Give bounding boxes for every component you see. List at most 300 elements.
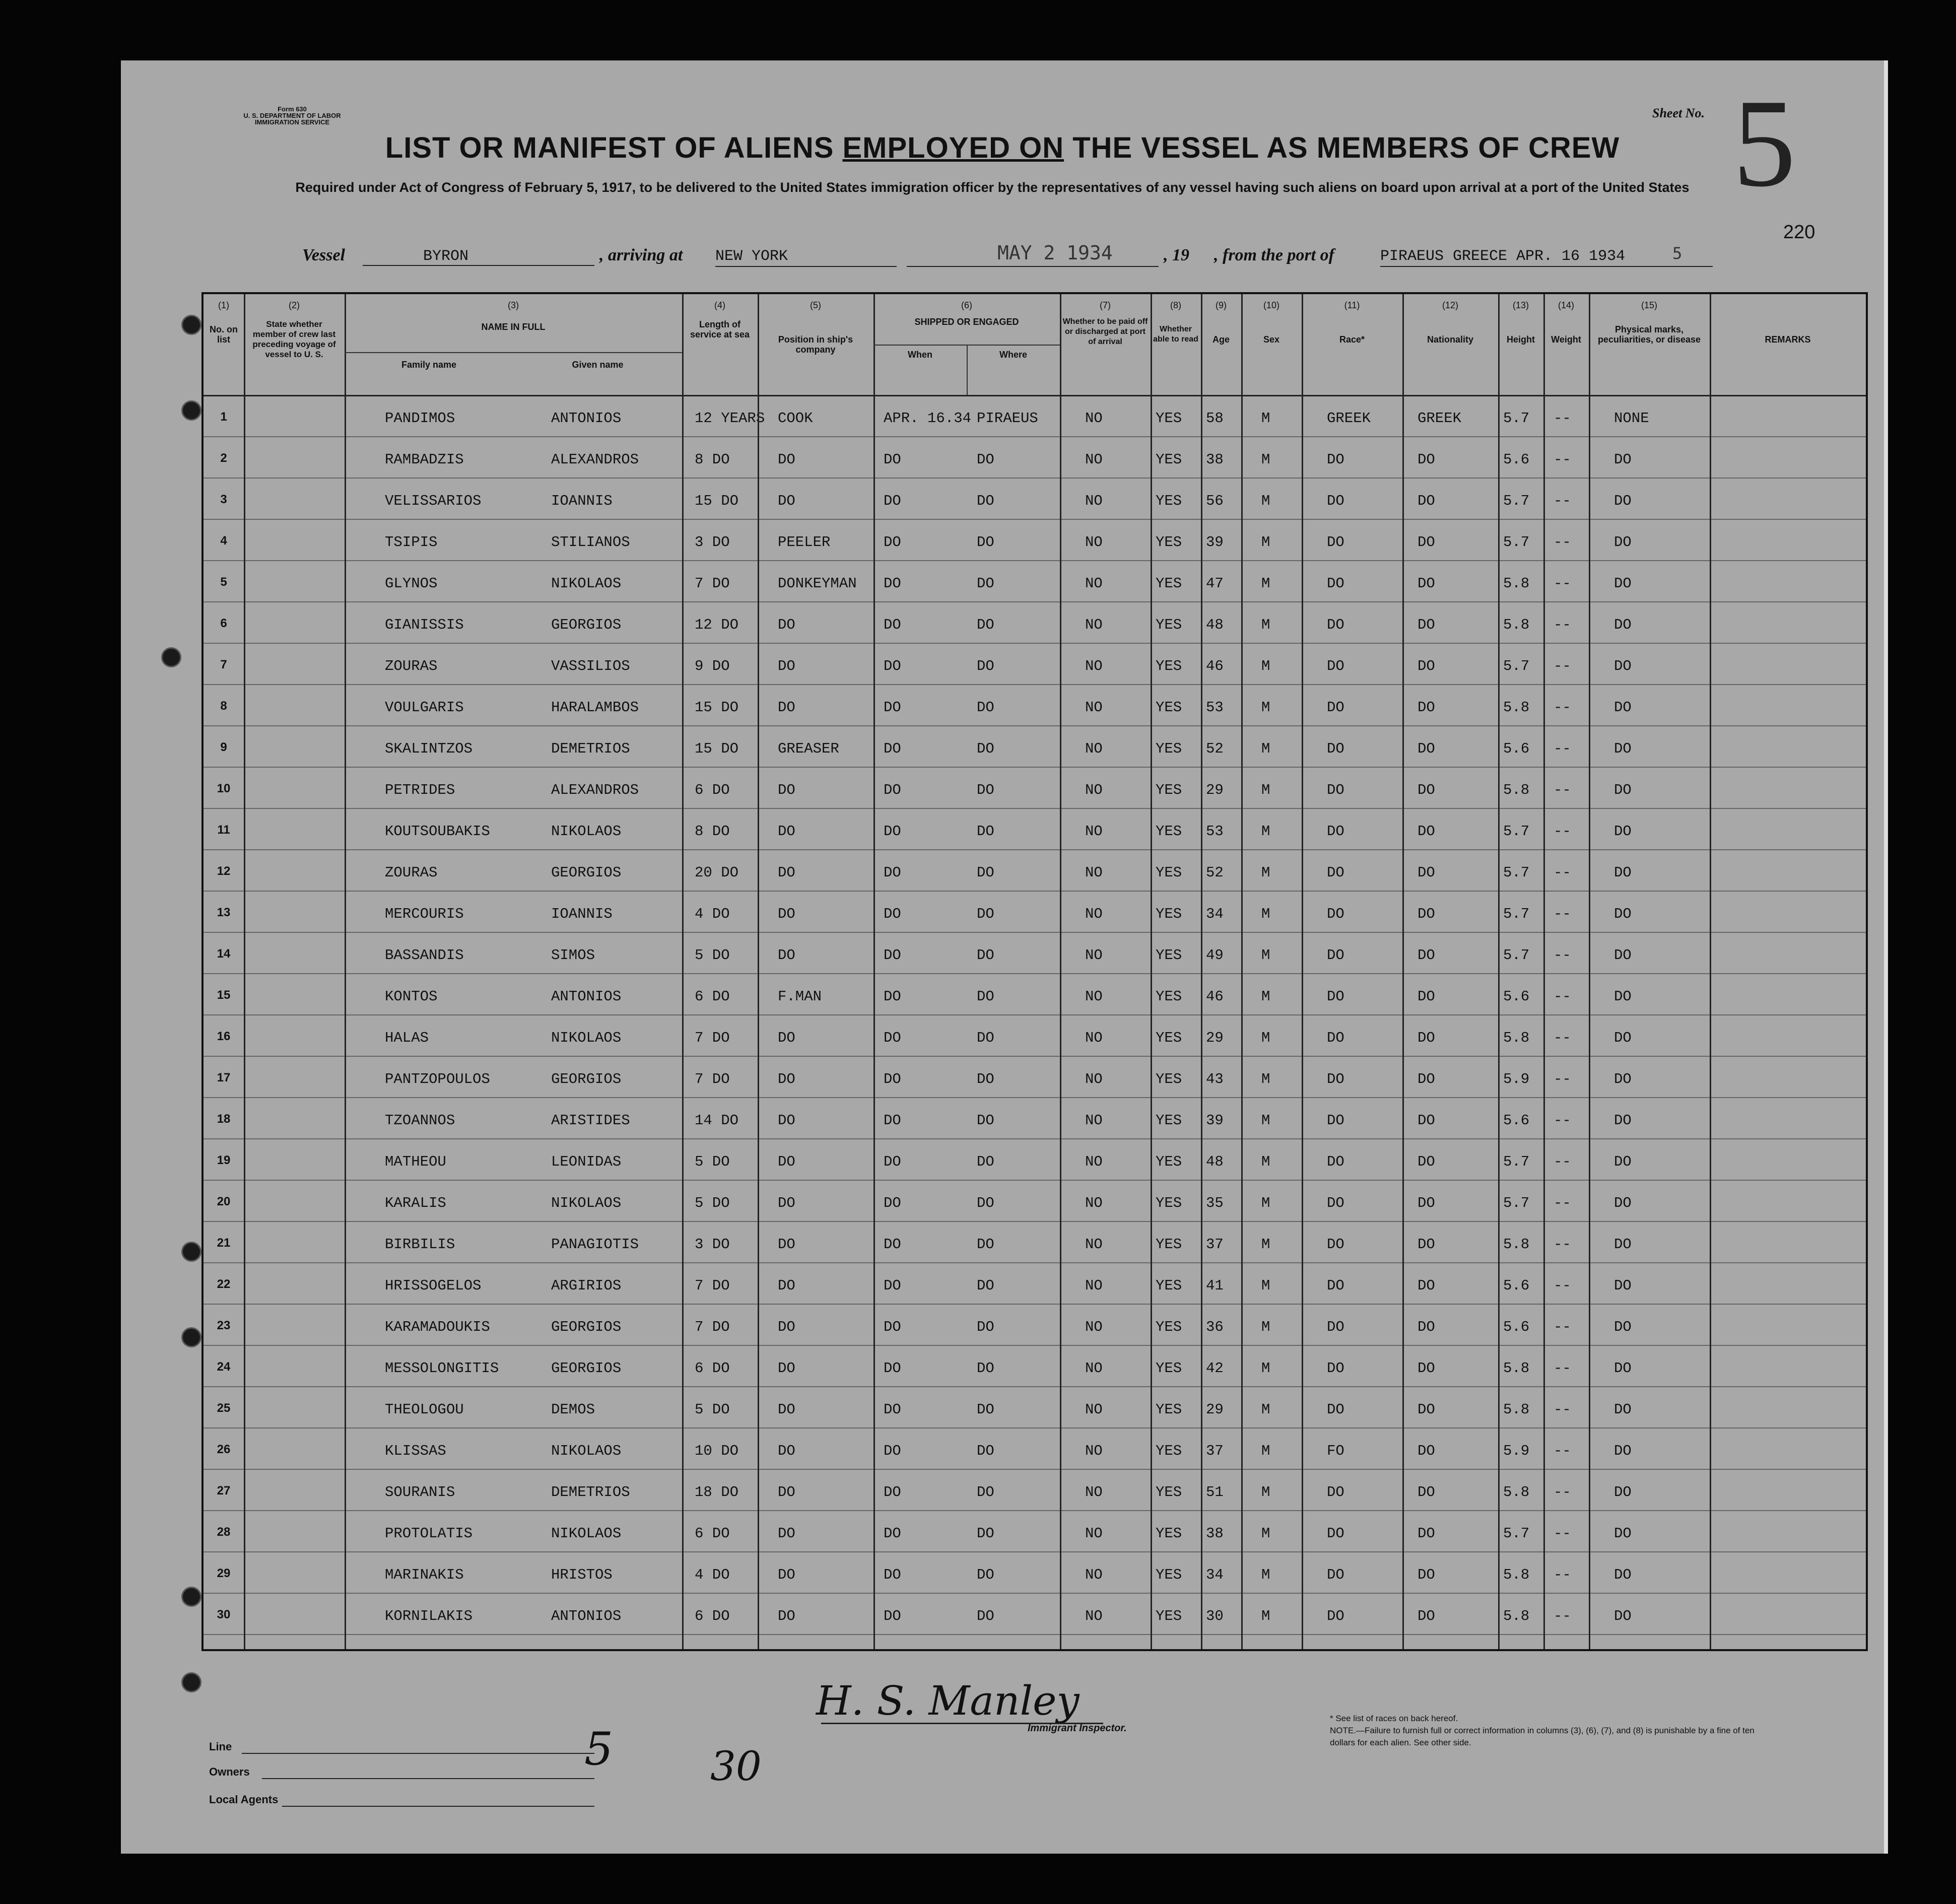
cell-given: DEMETRIOS bbox=[551, 740, 630, 757]
cell-position: DO bbox=[778, 658, 795, 674]
cell-family: PROTOLATIS bbox=[385, 1525, 473, 1542]
cell-where: DO bbox=[977, 782, 994, 798]
cell-race: DO bbox=[1327, 575, 1344, 592]
row-divider bbox=[204, 478, 1866, 479]
handwritten-count: 30 bbox=[710, 1743, 762, 1790]
cell-when: DO bbox=[884, 1608, 901, 1624]
cell-where: DO bbox=[977, 1153, 994, 1170]
header-position: Position in ship's company bbox=[778, 334, 853, 355]
cell-where: DO bbox=[977, 864, 994, 881]
cell-family: TSIPIS bbox=[385, 534, 438, 551]
row-divider bbox=[204, 849, 1866, 850]
arriving-label: , arriving at bbox=[599, 246, 683, 264]
col-num-7: (7) bbox=[1100, 300, 1111, 310]
header-length-service: Length of service at sea bbox=[690, 319, 750, 339]
binder-hole bbox=[181, 1672, 201, 1692]
cell-marks: DO bbox=[1614, 1030, 1632, 1046]
cell-race: DO bbox=[1327, 1319, 1344, 1335]
cell-height: 5.6 bbox=[1503, 1319, 1530, 1335]
cell-marks: DO bbox=[1614, 1484, 1632, 1501]
cell-where: DO bbox=[977, 1071, 994, 1087]
cell-family: VOULGARIS bbox=[385, 699, 464, 716]
cell-paid: NO bbox=[1085, 1071, 1103, 1087]
cell-read: YES bbox=[1156, 658, 1182, 674]
cell-height: 5.7 bbox=[1503, 823, 1530, 840]
cell-weight: -- bbox=[1554, 1525, 1571, 1542]
cell-where: DO bbox=[977, 1567, 994, 1583]
cell-weight: -- bbox=[1554, 947, 1571, 964]
cell-paid: NO bbox=[1085, 823, 1103, 840]
cell-race: DO bbox=[1327, 988, 1344, 1005]
cell-service: 4 DO bbox=[695, 906, 730, 922]
cell-service: 9 DO bbox=[695, 658, 730, 674]
row-divider bbox=[204, 891, 1866, 892]
header-able-read: Whether able to read bbox=[1153, 325, 1198, 344]
cell-age: 36 bbox=[1206, 1319, 1224, 1335]
cell-paid: NO bbox=[1085, 658, 1103, 674]
binder-hole bbox=[181, 1242, 201, 1262]
cell-paid: NO bbox=[1085, 864, 1103, 881]
cell-paid: NO bbox=[1085, 617, 1103, 633]
cell-sex: M bbox=[1261, 1277, 1270, 1294]
cell-where: DO bbox=[977, 947, 994, 964]
cell-service: 18 DO bbox=[695, 1484, 739, 1501]
cell-position: DO bbox=[778, 1112, 795, 1129]
from-suffix: 5 bbox=[1672, 244, 1682, 263]
cell-given: GEORGIOS bbox=[551, 1319, 622, 1335]
cell-given: NIKOLAOS bbox=[551, 1525, 622, 1542]
cell-race: DO bbox=[1327, 1525, 1344, 1542]
cell-given: ALEXANDROS bbox=[551, 782, 639, 798]
cell-weight: -- bbox=[1554, 451, 1571, 468]
cell-age: 29 bbox=[1206, 1401, 1224, 1418]
cell-where: DO bbox=[977, 451, 994, 468]
cell-weight: -- bbox=[1554, 534, 1571, 551]
cell-given: ANTONIOS bbox=[551, 410, 622, 427]
cell-nat: DO bbox=[1418, 1236, 1435, 1253]
cell-sex: M bbox=[1261, 1236, 1270, 1253]
cell-read: YES bbox=[1156, 1071, 1182, 1087]
cell-height: 5.7 bbox=[1503, 410, 1530, 427]
cell-marks: NONE bbox=[1614, 410, 1649, 427]
cell-when: DO bbox=[884, 658, 901, 674]
cell-service: 7 DO bbox=[695, 1319, 730, 1335]
line-rule bbox=[242, 1753, 594, 1754]
cell-read: YES bbox=[1156, 1030, 1182, 1046]
cell-given: NIKOLAOS bbox=[551, 1443, 622, 1459]
cell-nat: DO bbox=[1418, 1153, 1435, 1170]
row-divider bbox=[204, 519, 1866, 520]
cell-race: DO bbox=[1327, 493, 1344, 509]
cell-read: YES bbox=[1156, 1236, 1182, 1253]
header-when: When bbox=[908, 350, 932, 360]
department: U. S. DEPARTMENT OF LABOR bbox=[243, 112, 341, 119]
cell-when: DO bbox=[884, 1484, 901, 1501]
cell-paid: NO bbox=[1085, 493, 1103, 509]
service: IMMIGRATION SERVICE bbox=[254, 118, 330, 126]
cell-weight: -- bbox=[1554, 1567, 1571, 1583]
cell-paid: NO bbox=[1085, 1112, 1103, 1129]
column-divider bbox=[1402, 294, 1404, 1649]
cell-family: SOURANIS bbox=[385, 1484, 455, 1501]
cell-given: ALEXANDROS bbox=[551, 451, 639, 468]
cell-race: DO bbox=[1327, 1360, 1344, 1377]
cell-age: 53 bbox=[1206, 823, 1224, 840]
cell-race: DO bbox=[1327, 947, 1344, 964]
cell-service: 15 DO bbox=[695, 493, 739, 509]
cell-service: 7 DO bbox=[695, 1030, 730, 1046]
cell-family: THEOLOGOU bbox=[385, 1401, 464, 1418]
cell-paid: NO bbox=[1085, 1236, 1103, 1253]
cell-read: YES bbox=[1156, 699, 1182, 716]
cell-sex: M bbox=[1261, 823, 1270, 840]
cell-age: 35 bbox=[1206, 1195, 1224, 1211]
cell-position: DO bbox=[778, 1153, 795, 1170]
cell-weight: -- bbox=[1554, 1195, 1571, 1211]
cell-when: DO bbox=[884, 617, 901, 633]
cell-paid: NO bbox=[1085, 947, 1103, 964]
cell-paid: NO bbox=[1085, 1319, 1103, 1335]
cell-marks: DO bbox=[1614, 575, 1632, 592]
cell-service: 20 DO bbox=[695, 864, 739, 881]
cell-nat: DO bbox=[1418, 906, 1435, 922]
cell-marks: DO bbox=[1614, 1319, 1632, 1335]
cell-service: 6 DO bbox=[695, 1608, 730, 1624]
cell-marks: DO bbox=[1614, 1153, 1632, 1170]
cell-where: DO bbox=[977, 1608, 994, 1624]
cell-given: HARALAMBOS bbox=[551, 699, 639, 716]
cell-position: GREASER bbox=[778, 740, 839, 757]
cell-when: DO bbox=[884, 864, 901, 881]
note-races: * See list of races on back hereof. bbox=[1330, 1714, 1458, 1723]
cell-age: 43 bbox=[1206, 1071, 1224, 1087]
cell-sex: M bbox=[1261, 1443, 1270, 1459]
cell-family: VELISSARIOS bbox=[385, 493, 482, 509]
cell-read: YES bbox=[1156, 534, 1182, 551]
cell-height: 5.6 bbox=[1503, 740, 1530, 757]
row-number: 2 bbox=[220, 451, 227, 465]
cell-where: DO bbox=[977, 1443, 994, 1459]
cell-marks: DO bbox=[1614, 947, 1632, 964]
cell-service: 7 DO bbox=[695, 1071, 730, 1087]
row-divider bbox=[204, 1056, 1866, 1057]
cell-paid: NO bbox=[1085, 1030, 1103, 1046]
cell-marks: DO bbox=[1614, 451, 1632, 468]
cell-when: DO bbox=[884, 782, 901, 798]
col-num-3: (3) bbox=[508, 300, 519, 310]
cell-when: APR. 16.34 bbox=[884, 410, 972, 427]
cell-sex: M bbox=[1261, 1608, 1270, 1624]
cell-height: 5.7 bbox=[1503, 1525, 1530, 1542]
column-divider bbox=[1060, 294, 1061, 1649]
subtitle: Required under Act of Congress of February 5, 1917, to be delivered to the United States immigration officer by the representatives of any vessel having such aliens on board upon arrival at a port of the United States bbox=[295, 180, 1690, 195]
cell-position: DO bbox=[778, 1401, 795, 1418]
title-part-2: EMPLOYED ON bbox=[842, 131, 1064, 164]
owners-label: Owners bbox=[209, 1765, 250, 1778]
row-number: 19 bbox=[217, 1153, 231, 1167]
cell-when: DO bbox=[884, 823, 901, 840]
cell-read: YES bbox=[1156, 1319, 1182, 1335]
row-divider bbox=[204, 1014, 1866, 1015]
form-header bbox=[201, 106, 383, 125]
cell-weight: -- bbox=[1554, 658, 1571, 674]
title-part-3: THE VESSEL AS MEMBERS OF CREW bbox=[1064, 131, 1620, 164]
cell-sex: M bbox=[1261, 1319, 1270, 1335]
cell-marks: DO bbox=[1614, 1567, 1632, 1583]
column-divider bbox=[244, 294, 245, 1649]
cell-height: 5.8 bbox=[1503, 699, 1530, 716]
row-divider bbox=[204, 1469, 1866, 1470]
cell-race: DO bbox=[1327, 1401, 1344, 1418]
cell-weight: -- bbox=[1554, 1484, 1571, 1501]
cell-family: MESSOLONGITIS bbox=[385, 1360, 499, 1377]
cell-age: 46 bbox=[1206, 988, 1224, 1005]
cell-position: DO bbox=[778, 1360, 795, 1377]
cell-read: YES bbox=[1156, 823, 1182, 840]
row-divider bbox=[204, 1304, 1866, 1305]
cell-height: 5.8 bbox=[1503, 1030, 1530, 1046]
cell-age: 29 bbox=[1206, 782, 1224, 798]
cell-race: DO bbox=[1327, 1236, 1344, 1253]
cell-family: PANTZOPOULOS bbox=[385, 1071, 490, 1087]
cell-weight: -- bbox=[1554, 493, 1571, 509]
cell-when: DO bbox=[884, 534, 901, 551]
header-height: Height bbox=[1507, 334, 1535, 345]
col-num-11: (11) bbox=[1344, 300, 1360, 310]
cell-age: 34 bbox=[1206, 1567, 1224, 1583]
row-divider bbox=[204, 1427, 1866, 1429]
row-number: 6 bbox=[220, 617, 227, 630]
cell-family: MARINAKIS bbox=[385, 1567, 464, 1583]
row-divider bbox=[204, 1138, 1866, 1139]
cell-race: DO bbox=[1327, 1153, 1344, 1170]
cell-service: 6 DO bbox=[695, 1360, 730, 1377]
cell-given: STILIANOS bbox=[551, 534, 630, 551]
note-penalty: NOTE.—Failure to furnish full or correct information in columns (3), (6), (7), and (8) is punishable by a fine of ten dollars for each alien. See other side. bbox=[1330, 1726, 1755, 1747]
row-divider bbox=[204, 808, 1866, 809]
cell-race: DO bbox=[1327, 1484, 1344, 1501]
cell-when: DO bbox=[884, 1401, 901, 1418]
cell-age: 58 bbox=[1206, 410, 1224, 427]
cell-service: 6 DO bbox=[695, 782, 730, 798]
cell-marks: DO bbox=[1614, 823, 1632, 840]
cell-where: DO bbox=[977, 699, 994, 716]
cell-family: PANDIMOS bbox=[385, 410, 455, 427]
cell-nat: DO bbox=[1418, 1071, 1435, 1087]
row-number: 28 bbox=[217, 1525, 231, 1539]
header-family-name: Family name bbox=[401, 360, 457, 370]
cell-paid: NO bbox=[1085, 988, 1103, 1005]
cell-position: DO bbox=[778, 1443, 795, 1459]
row-number: 21 bbox=[217, 1236, 231, 1250]
row-divider bbox=[204, 1510, 1866, 1511]
cell-read: YES bbox=[1156, 1443, 1182, 1459]
cell-family: ZOURAS bbox=[385, 864, 438, 881]
cell-marks: DO bbox=[1614, 1608, 1632, 1624]
col-num-1: (1) bbox=[218, 300, 229, 310]
cell-position: DO bbox=[778, 617, 795, 633]
col-num-2: (2) bbox=[289, 300, 300, 310]
cell-nat: DO bbox=[1418, 1567, 1435, 1583]
row-number: 5 bbox=[220, 575, 227, 589]
header-paid-off: Whether to be paid off or discharged at port of arrival bbox=[1062, 317, 1148, 346]
arrival-port: NEW YORK bbox=[715, 248, 897, 267]
cell-height: 5.7 bbox=[1503, 906, 1530, 922]
subheader-divider bbox=[345, 352, 682, 353]
cell-nat: DO bbox=[1418, 988, 1435, 1005]
cell-family: RAMBADZIS bbox=[385, 451, 464, 468]
cell-sex: M bbox=[1261, 1153, 1270, 1170]
cell-race: DO bbox=[1327, 658, 1344, 674]
cell-age: 39 bbox=[1206, 534, 1224, 551]
cell-race: DO bbox=[1327, 906, 1344, 922]
column-divider bbox=[1201, 294, 1202, 1649]
agents-rule bbox=[282, 1806, 594, 1807]
cell-age: 49 bbox=[1206, 947, 1224, 964]
cell-sex: M bbox=[1261, 947, 1270, 964]
cell-weight: -- bbox=[1554, 1401, 1571, 1418]
cell-position: PEELER bbox=[778, 534, 831, 551]
cell-nat: DO bbox=[1418, 782, 1435, 798]
cell-age: 53 bbox=[1206, 699, 1224, 716]
cell-marks: DO bbox=[1614, 1277, 1632, 1294]
cell-sex: M bbox=[1261, 1030, 1270, 1046]
cell-sex: M bbox=[1261, 1071, 1270, 1087]
cell-when: DO bbox=[884, 1443, 901, 1459]
row-number: 30 bbox=[217, 1608, 231, 1621]
cell-service: 15 DO bbox=[695, 699, 739, 716]
col-num-14: (14) bbox=[1558, 300, 1574, 310]
cell-family: PETRIDES bbox=[385, 782, 455, 798]
cell-given: GEORGIOS bbox=[551, 1071, 622, 1087]
cell-family: GIANISSIS bbox=[385, 617, 464, 633]
cell-race: DO bbox=[1327, 864, 1344, 881]
cell-family: KONTOS bbox=[385, 988, 438, 1005]
cell-sex: M bbox=[1261, 410, 1270, 427]
cell-nat: DO bbox=[1418, 823, 1435, 840]
cell-sex: M bbox=[1261, 451, 1270, 468]
row-number: 11 bbox=[217, 823, 230, 837]
cell-given: IOANNIS bbox=[551, 493, 613, 509]
cell-paid: NO bbox=[1085, 1277, 1103, 1294]
cell-sex: M bbox=[1261, 617, 1270, 633]
row-number: 7 bbox=[220, 658, 227, 671]
col-num-5: (5) bbox=[810, 300, 821, 310]
cell-service: 12 YEARS bbox=[695, 410, 765, 427]
row-divider bbox=[204, 1345, 1866, 1346]
cell-given: GEORGIOS bbox=[551, 617, 622, 633]
cell-paid: NO bbox=[1085, 1443, 1103, 1459]
cell-read: YES bbox=[1156, 410, 1182, 427]
cell-height: 5.7 bbox=[1503, 1153, 1530, 1170]
cell-where: DO bbox=[977, 1236, 994, 1253]
cell-marks: DO bbox=[1614, 699, 1632, 716]
cell-marks: DO bbox=[1614, 658, 1632, 674]
cell-family: BIRBILIS bbox=[385, 1236, 455, 1253]
cell-read: YES bbox=[1156, 740, 1182, 757]
row-divider bbox=[204, 973, 1866, 974]
cell-race: DO bbox=[1327, 740, 1344, 757]
binder-hole bbox=[181, 400, 201, 421]
binder-hole bbox=[181, 1587, 201, 1607]
cell-weight: -- bbox=[1554, 699, 1571, 716]
row-number: 16 bbox=[217, 1030, 231, 1043]
cell-age: 52 bbox=[1206, 864, 1224, 881]
column-divider bbox=[758, 294, 759, 1649]
cell-height: 5.7 bbox=[1503, 947, 1530, 964]
cell-height: 5.9 bbox=[1503, 1071, 1530, 1087]
cell-given: DEMETRIOS bbox=[551, 1484, 630, 1501]
cell-race: DO bbox=[1327, 534, 1344, 551]
cell-nat: DO bbox=[1418, 740, 1435, 757]
header-remarks: REMARKS bbox=[1765, 334, 1811, 345]
cell-read: YES bbox=[1156, 864, 1182, 881]
cell-service: 4 DO bbox=[695, 1567, 730, 1583]
cell-read: YES bbox=[1156, 1277, 1182, 1294]
cell-read: YES bbox=[1156, 451, 1182, 468]
cell-height: 5.8 bbox=[1503, 1236, 1530, 1253]
form-number: Form 630 bbox=[278, 105, 307, 113]
row-number: 23 bbox=[217, 1319, 231, 1332]
cell-family: TZOANNOS bbox=[385, 1112, 455, 1129]
cell-position: DO bbox=[778, 451, 795, 468]
cell-sex: M bbox=[1261, 1567, 1270, 1583]
cell-race: DO bbox=[1327, 1277, 1344, 1294]
cell-nat: GREEK bbox=[1418, 410, 1462, 427]
cell-nat: DO bbox=[1418, 864, 1435, 881]
row-number: 24 bbox=[217, 1360, 231, 1374]
cell-position: DO bbox=[778, 1567, 795, 1583]
cell-given: GEORGIOS bbox=[551, 864, 622, 881]
cell-when: DO bbox=[884, 1277, 901, 1294]
footer-notes bbox=[1330, 1713, 1773, 1749]
column-divider bbox=[682, 294, 684, 1649]
cell-weight: -- bbox=[1554, 617, 1571, 633]
cell-marks: DO bbox=[1614, 988, 1632, 1005]
header-weight: Weight bbox=[1551, 334, 1581, 345]
cell-height: 5.8 bbox=[1503, 1608, 1530, 1624]
cell-marks: DO bbox=[1614, 1071, 1632, 1087]
row-divider bbox=[204, 684, 1866, 685]
cell-sex: M bbox=[1261, 782, 1270, 798]
cell-when: DO bbox=[884, 1236, 901, 1253]
cell-marks: DO bbox=[1614, 782, 1632, 798]
cell-paid: NO bbox=[1085, 1525, 1103, 1542]
cell-race: FO bbox=[1327, 1443, 1344, 1459]
cell-service: 3 DO bbox=[695, 534, 730, 551]
cell-position: DO bbox=[778, 1071, 795, 1087]
cell-marks: DO bbox=[1614, 1401, 1632, 1418]
cell-height: 5.7 bbox=[1503, 658, 1530, 674]
row-number: 1 bbox=[220, 410, 227, 424]
cell-read: YES bbox=[1156, 947, 1182, 964]
cell-height: 5.6 bbox=[1503, 451, 1530, 468]
cell-weight: -- bbox=[1554, 1608, 1571, 1624]
cell-sex: M bbox=[1261, 493, 1270, 509]
title-part-1: LIST OR MANIFEST OF ALIENS bbox=[385, 131, 843, 164]
cell-sex: M bbox=[1261, 1401, 1270, 1418]
row-number: 29 bbox=[217, 1567, 231, 1580]
cell-height: 5.8 bbox=[1503, 1567, 1530, 1583]
cell-given: HRISTOS bbox=[551, 1567, 613, 1583]
cell-service: 6 DO bbox=[695, 1525, 730, 1542]
cell-where: PIRAEUS bbox=[977, 410, 1038, 427]
cell-family: GLYNOS bbox=[385, 575, 438, 592]
cell-nat: DO bbox=[1418, 1443, 1435, 1459]
col-num-9: (9) bbox=[1216, 300, 1227, 310]
handwritten-sheet: 5 bbox=[584, 1723, 614, 1776]
cell-weight: -- bbox=[1554, 575, 1571, 592]
